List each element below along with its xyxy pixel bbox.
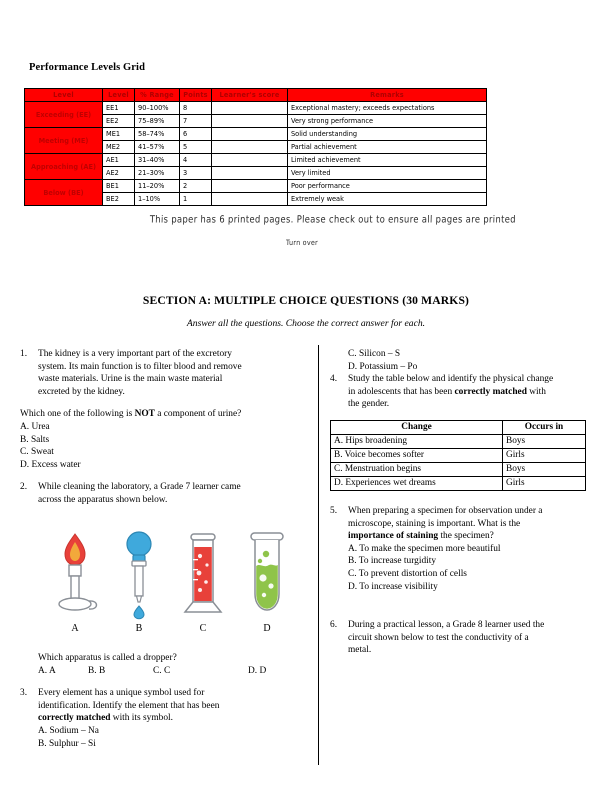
- question-6-stem-line-3: metal.: [348, 645, 372, 656]
- change-cell: D. Experiences wet dreams: [331, 476, 503, 490]
- level-code-cell: BE1: [103, 180, 135, 193]
- question-1-stem-line-2: system. Its main function is to filter blood and remove: [38, 361, 242, 372]
- question-2-stem: [38, 481, 302, 506]
- points-cell: 1: [180, 193, 212, 206]
- question-2: [20, 481, 302, 506]
- level-code-cell: EE1: [103, 102, 135, 115]
- question-5-number: 5.: [330, 505, 338, 516]
- right-column: [330, 348, 602, 657]
- apparatus-label-a: A: [71, 623, 79, 634]
- page-title: Performance Levels Grid: [29, 62, 146, 73]
- points-cell: 4: [180, 154, 212, 167]
- question-6-stem-line-2: circuit shown below to test the conductivity of a: [348, 632, 529, 643]
- change-cell: A. Hips broadening: [331, 434, 503, 448]
- col-header-percent-range: % Range: [135, 89, 180, 102]
- question-2-options: [38, 665, 302, 678]
- col-header-remarks: Remarks: [288, 89, 487, 102]
- points-cell: 7: [180, 115, 212, 128]
- question-4-stem: [348, 373, 602, 411]
- question-2-number: 2.: [20, 482, 28, 493]
- level-code-cell: BE2: [103, 193, 135, 206]
- remarks-cell: Partial achievement: [288, 141, 487, 154]
- question-3: [20, 687, 302, 750]
- apparatus-label-d: D: [263, 623, 271, 634]
- learner-score-cell[interactable]: [212, 102, 288, 115]
- left-column: [20, 348, 302, 507]
- question-6-number: 6.: [330, 620, 338, 631]
- table-header-row: [331, 420, 586, 434]
- column-divider: [318, 345, 319, 765]
- question-5-option-a[interactable]: A. To make the specimen more beautiful: [348, 543, 501, 554]
- level-code-cell: ME1: [103, 128, 135, 141]
- question-2-stem-line-1: While cleaning the laboratory, a Grade 7 learner came: [38, 482, 241, 493]
- col-header-learner-score: Learner's score: [212, 89, 288, 102]
- percent-range-cell: 11–20%: [135, 180, 180, 193]
- apparatus-d-test-tube-icon: [237, 528, 297, 620]
- apparatus-labels: [45, 623, 300, 639]
- remarks-cell: Very strong performance: [288, 115, 487, 128]
- learner-score-cell[interactable]: [212, 128, 288, 141]
- question-5: [330, 505, 602, 593]
- col-header-points: Points: [180, 89, 212, 102]
- question-4: [330, 373, 602, 411]
- col-header-level-code: Level: [103, 89, 135, 102]
- question-1-option-c[interactable]: C. Sweat: [20, 447, 54, 458]
- question-1-option-d[interactable]: D. Excess water: [20, 459, 81, 470]
- change-cell: B. Voice becomes softer: [331, 448, 503, 462]
- level-group-cell: Below (BE): [25, 180, 103, 206]
- question-4-stem-post: with: [526, 386, 546, 397]
- apparatus-label-c: C: [199, 623, 207, 634]
- table-row[interactable]: [331, 448, 586, 462]
- table-row[interactable]: [331, 434, 586, 448]
- question-3-option-c[interactable]: C. Silicon – S: [348, 349, 401, 359]
- question-4-stem-line-3: the gender.: [348, 399, 390, 410]
- performance-levels-grid-table: [24, 88, 487, 206]
- points-cell: 3: [180, 167, 212, 180]
- apparatus-a-spirit-burner-icon: [45, 528, 105, 620]
- question-3-stem-tail: with its symbol.: [110, 713, 173, 724]
- occurs-in-cell: Girls: [503, 448, 586, 462]
- spacer: [330, 593, 602, 619]
- learner-score-cell[interactable]: [212, 115, 288, 128]
- question-6-stem: [348, 619, 602, 657]
- remarks-cell: Solid understanding: [288, 128, 487, 141]
- spacer: [20, 677, 302, 687]
- remarks-cell: Exceptional mastery; exceeds expectations: [288, 102, 487, 115]
- apparatus-b-dropper-icon: [109, 528, 169, 620]
- question-1-stem-line-4: excreted by the kidney.: [38, 386, 125, 397]
- question-5-stem-line-2: microscope, staining is important. What is the: [348, 518, 521, 529]
- question-5-stem-emphasis: importance of staining: [348, 531, 439, 542]
- question-4-stem-emphasis: correctly matched: [454, 386, 527, 397]
- question-5-option-c[interactable]: C. To prevent distortion of cells: [348, 568, 467, 579]
- table-header-row: [25, 89, 487, 102]
- table-row: [25, 128, 487, 141]
- spacer: [20, 398, 302, 408]
- question-3-stem-line-1: Every element has a unique symbol used for: [38, 688, 205, 699]
- question-1: [20, 348, 302, 398]
- learner-score-cell[interactable]: [212, 167, 288, 180]
- level-group-cell: Meeting (ME): [25, 128, 103, 154]
- question-5-option-d[interactable]: D. To increase visibility: [348, 581, 438, 592]
- level-code-cell: AE1: [103, 154, 135, 167]
- points-cell: 5: [180, 141, 212, 154]
- apparatus-c-measuring-cylinder-icon: [173, 528, 233, 620]
- table-row: [25, 180, 487, 193]
- section-heading: SECTION A: MULTIPLE CHOICE QUESTIONS (30 MARKS): [142, 294, 470, 307]
- points-cell: 8: [180, 102, 212, 115]
- question-2-lead: Which apparatus is called a dropper?: [38, 653, 177, 663]
- question-2-option-d[interactable]: D. D: [248, 665, 267, 676]
- percent-range-cell: 21–30%: [135, 167, 180, 180]
- col-header-change: Change: [331, 420, 503, 434]
- occurs-in-cell: Boys: [503, 462, 586, 476]
- level-group-cell: Exceeding (EE): [25, 102, 103, 128]
- question-1-stem-line-3: waste materials. Urine is the main waste material: [38, 374, 223, 385]
- level-group-cell: Approaching (AE): [25, 154, 103, 180]
- question-6: [330, 619, 602, 657]
- question-4-stem-line-1: Study the table below and identify the physical change: [348, 374, 554, 385]
- level-code-cell: AE2: [103, 167, 135, 180]
- question-1-lead-post: a component of urine?: [154, 409, 242, 420]
- question-2-apparatus-figure: [45, 528, 300, 620]
- question-1-number: 1.: [20, 349, 28, 359]
- remarks-cell: Poor performance: [288, 180, 487, 193]
- question-2-option-a[interactable]: A. A: [38, 665, 56, 676]
- question-4-number: 4.: [330, 374, 338, 385]
- question-1-lead-pre: Which one of the following is: [20, 409, 135, 420]
- question-2-option-b[interactable]: B. B: [88, 665, 106, 676]
- question-5-stem-line-3: [348, 530, 602, 543]
- spacer: [20, 471, 302, 481]
- percent-range-cell: 41–57%: [135, 141, 180, 154]
- question-3-option-d[interactable]: D. Potassium – Po: [348, 361, 418, 372]
- percent-range-cell: 90–100%: [135, 102, 180, 115]
- left-column-lower: [20, 652, 302, 750]
- table-row[interactable]: [331, 462, 586, 476]
- occurs-in-cell: Boys: [503, 434, 586, 448]
- question-2-stem-line-2: across the apparatus shown below.: [38, 494, 168, 505]
- learner-score-cell[interactable]: [212, 154, 288, 167]
- question-6-stem-line-1: During a practical lesson, a Grade 8 learner used the: [348, 620, 545, 631]
- col-header-occurs-in: Occurs in: [503, 420, 586, 434]
- change-cell: C. Menstruation begins: [331, 462, 503, 476]
- question-1-lead: [20, 408, 302, 421]
- table-row[interactable]: [331, 476, 586, 490]
- occurs-in-cell: Girls: [503, 476, 586, 490]
- points-cell: 6: [180, 128, 212, 141]
- learner-score-cell[interactable]: [212, 141, 288, 154]
- question-5-stem-tail: the specimen?: [438, 531, 494, 542]
- question-3-stem-line-3: [38, 712, 302, 725]
- question-4-stem-pre: in adolescents that has been: [348, 386, 455, 397]
- turn-over-note: Turn over: [285, 239, 319, 248]
- printed-pages-note: This paper has 6 printed pages. Please check out to ensure all pages are printed: [149, 213, 517, 225]
- question-3-stem-line-2: identification. Identify the element that has been: [38, 700, 220, 711]
- question-3-number: 3.: [20, 688, 28, 699]
- col-header-level-group: Level: [25, 89, 103, 102]
- level-code-cell: ME2: [103, 141, 135, 154]
- question-1-stem: [38, 348, 302, 398]
- question-5-stem-line-1: When preparing a specimen for observation under a: [348, 505, 543, 516]
- question-5-option-b[interactable]: B. To increase turgidity: [348, 556, 437, 567]
- question-4-gender-table: [330, 420, 586, 491]
- remarks-cell: Very limited: [288, 167, 487, 180]
- learner-score-cell[interactable]: [212, 193, 288, 206]
- remarks-cell: Extremely weak: [288, 193, 487, 206]
- table-row: [25, 102, 487, 115]
- question-1-option-b[interactable]: B. Salts: [20, 434, 50, 445]
- percent-range-cell: 1–10%: [135, 193, 180, 206]
- table-row: [25, 154, 487, 167]
- percent-range-cell: 75–89%: [135, 115, 180, 128]
- question-3-stem-emphasis: correctly matched: [38, 713, 111, 724]
- remarks-cell: Limited achievement: [288, 154, 487, 167]
- apparatus-label-b: B: [135, 623, 143, 634]
- question-1-stem-line-1: The kidney is a very important part of the excretory: [38, 349, 232, 359]
- question-3-option-a[interactable]: A. Sodium – Na: [38, 725, 99, 736]
- percent-range-cell: 58–74%: [135, 128, 180, 141]
- section-instruction: Answer all the questions. Choose the correct answer for each.: [186, 318, 426, 329]
- question-5-stem: [348, 505, 602, 593]
- points-cell: 2: [180, 180, 212, 193]
- question-3-stem: [38, 687, 302, 750]
- percent-range-cell: 31–40%: [135, 154, 180, 167]
- question-3-option-b[interactable]: B. Sulphur – Si: [38, 738, 96, 749]
- learner-score-cell[interactable]: [212, 180, 288, 193]
- level-code-cell: EE2: [103, 115, 135, 128]
- spacer: [330, 491, 602, 505]
- question-1-lead-emphasis: NOT: [134, 409, 155, 420]
- question-4-stem-line-2: [348, 386, 602, 399]
- question-2-option-c[interactable]: C. C: [153, 665, 171, 676]
- question-1-option-a[interactable]: A. Urea: [20, 421, 50, 432]
